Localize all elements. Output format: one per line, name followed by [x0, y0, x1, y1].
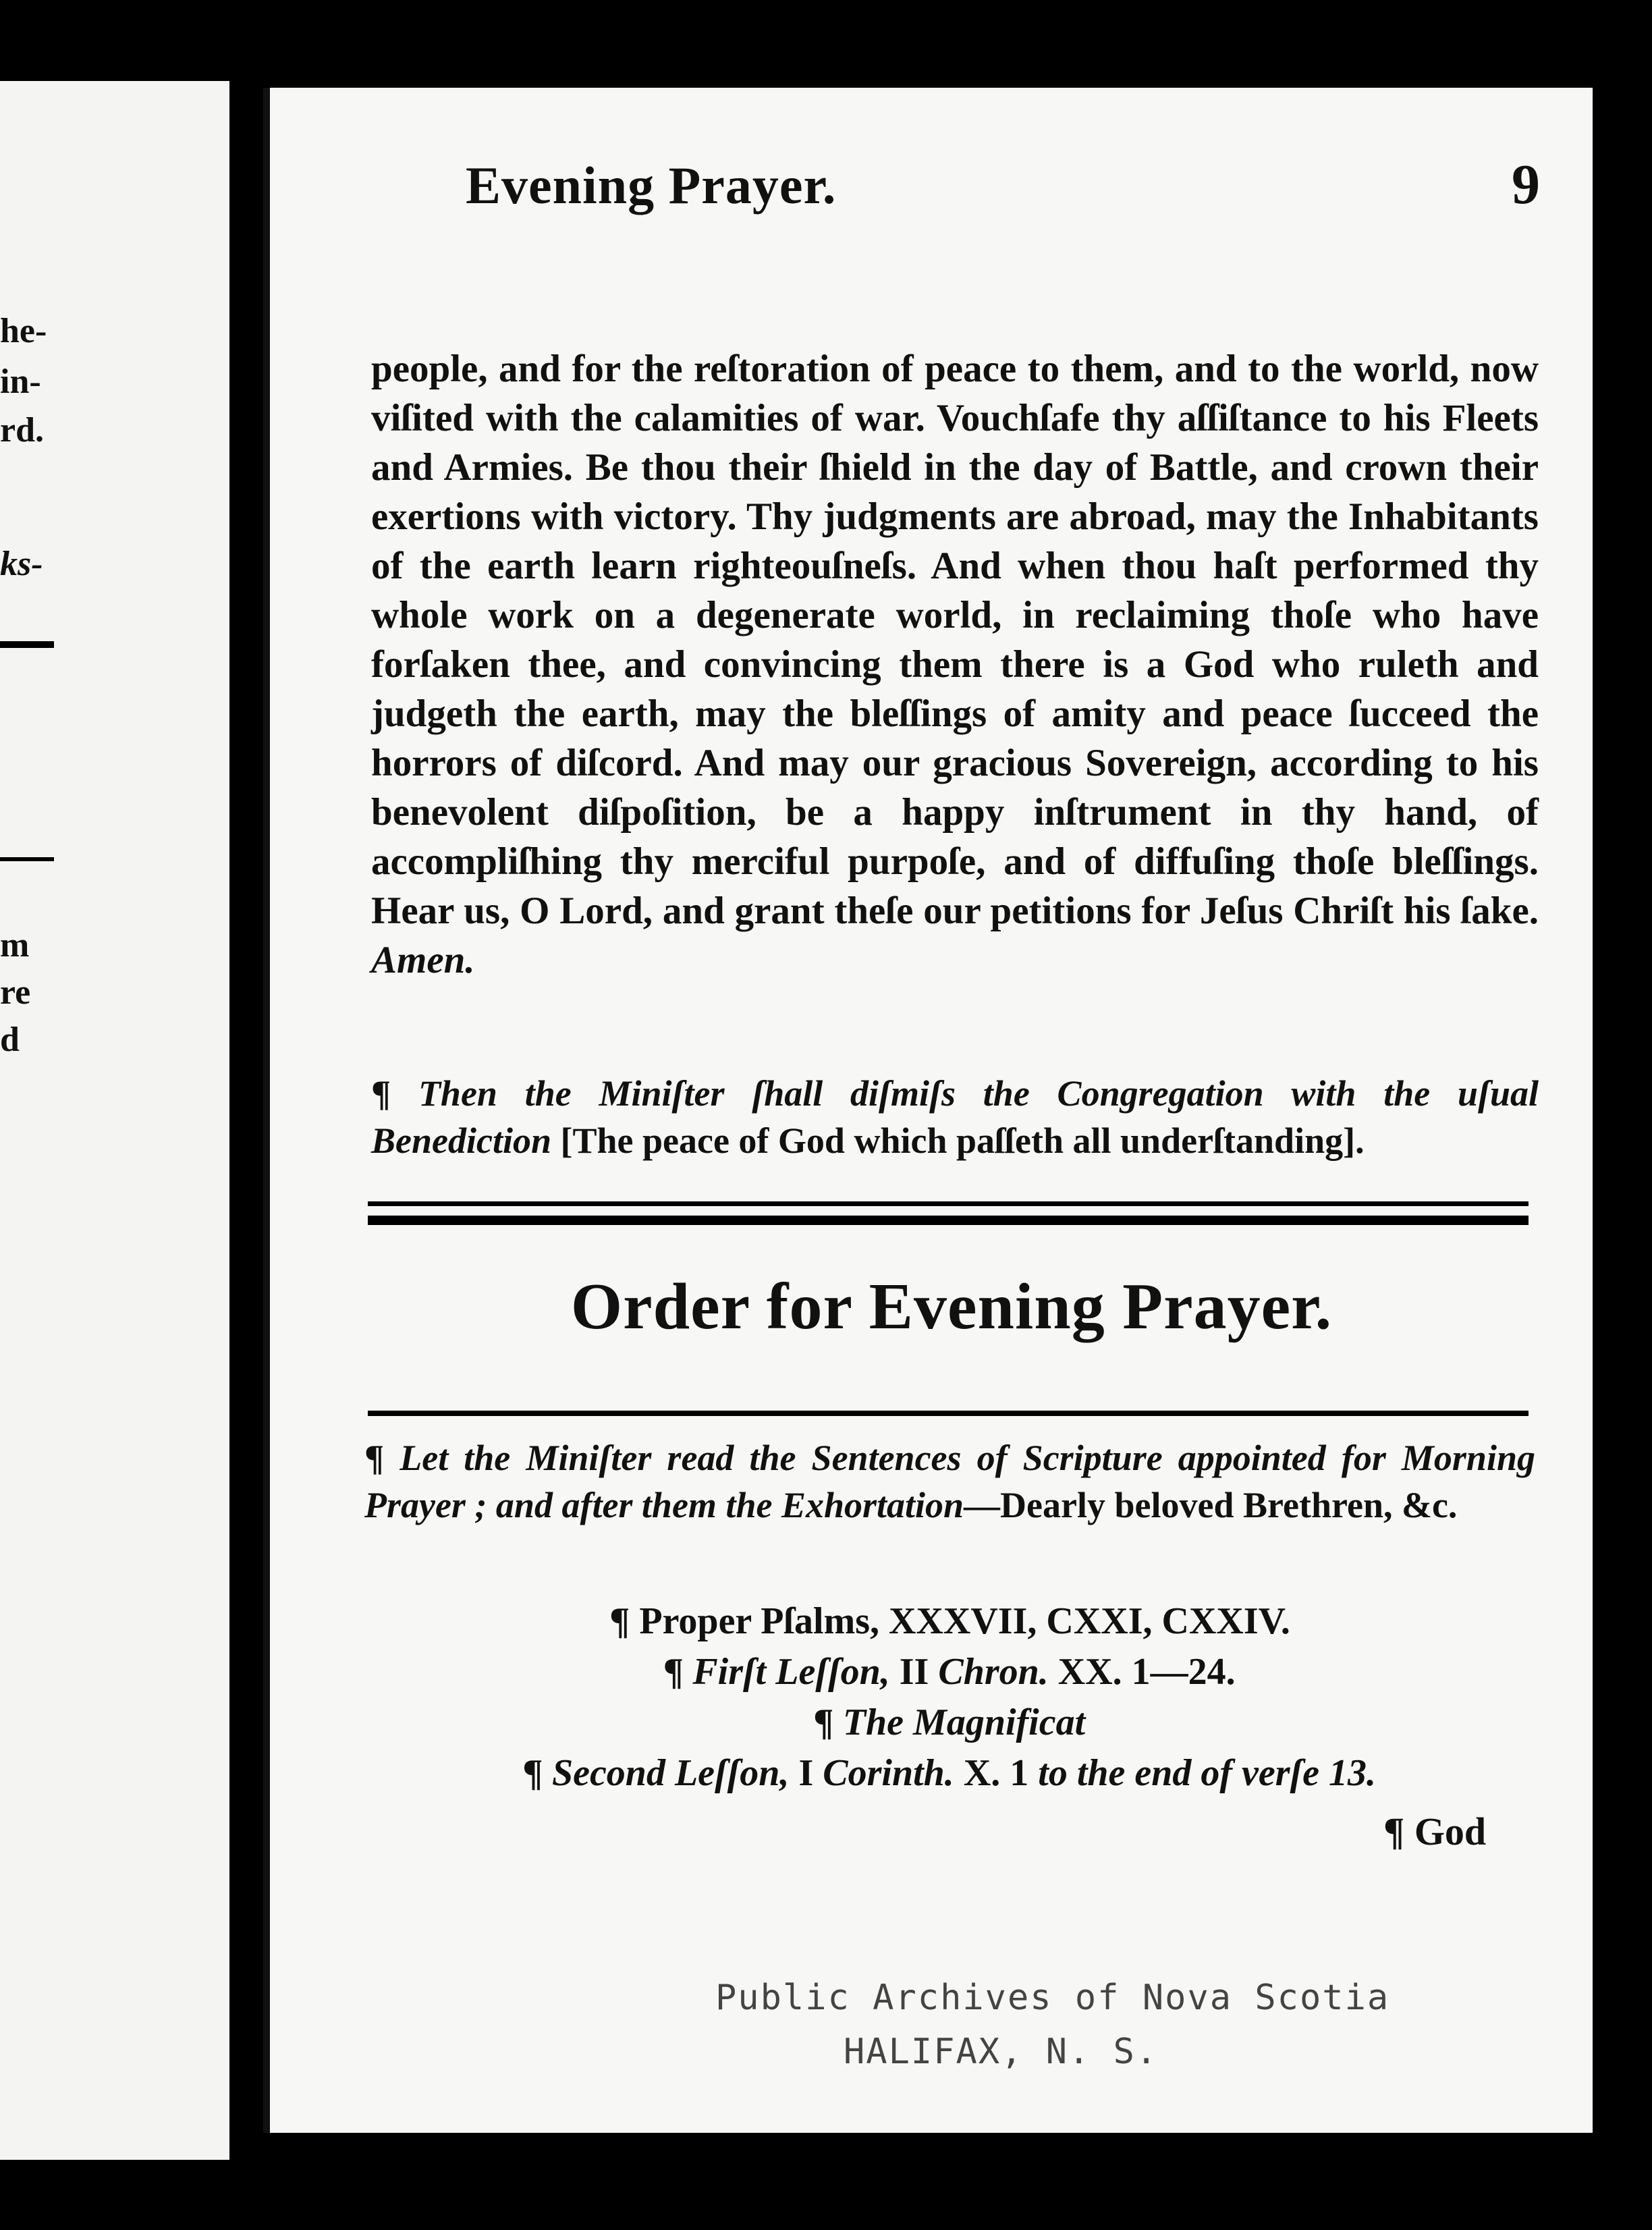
facing-page-fragment: ks-	[0, 545, 43, 583]
archive-stamp	[715, 1971, 1390, 2079]
opening-instruction	[364, 1434, 1535, 1529]
first-lesson-ref: II	[899, 1651, 929, 1693]
facing-page-fragment: he-	[0, 312, 47, 350]
section-title: Order for Evening Prayer.	[570, 1270, 1333, 1343]
second-lesson-line	[364, 1751, 1535, 1795]
second-lesson-verses: X. 1	[963, 1752, 1029, 1794]
facing-page-rule	[0, 857, 54, 861]
facing-page-fragment: d	[0, 1021, 20, 1059]
pilcrow: ¶	[364, 1438, 385, 1478]
pilcrow: ¶	[371, 1073, 391, 1114]
amen: Amen.	[371, 939, 475, 981]
first-lesson-label: ¶ Firſt Leſſon,	[664, 1651, 890, 1693]
dismissal-rubric	[371, 1070, 1539, 1164]
first-lesson-book: Chron.	[938, 1651, 1049, 1693]
instruction-roman: —Dearly beloved Brethren, &c.	[964, 1485, 1458, 1525]
facing-page-fragment: m	[0, 926, 30, 964]
catchword: ¶ God	[1383, 1810, 1487, 1853]
stamp-line: HALIFAX, N. S.	[844, 2032, 1159, 2072]
first-lesson-verses: XX. 1—24.	[1057, 1651, 1236, 1693]
double-rule-divider	[368, 1201, 1529, 1225]
prayer-paragraph	[371, 344, 1539, 985]
facing-page-fragment: in-	[0, 362, 41, 401]
instruction-italic: Let the Miniſter read the Sentences of Scripture appointed for Morning Prayer ; and after them the Exhortation	[364, 1438, 1535, 1525]
rubric-italic: Then the Miniſter ſhall diſmiſs the Congregation with the uſual Benediction	[371, 1073, 1539, 1161]
second-lesson-label: ¶ Second Leſſon,	[523, 1752, 790, 1794]
prayer-body: people, and for the reſtoration of peace to them, and to the world, now viſited with the calamities of war. Vouchſafe thy aſſiſtance to his Fleets and Armies. Be thou their ſhield in the day of Battle, and crown their exertions with victory. Thy judgments are abroad, may the Inhabitants of the earth learn righteouſneſs. And when thou haſt performed thy whole work on a degenerate world, in reclaiming thoſe who have forſaken thee, and convincing them there is a God who ruleth and judgeth the earth, may the bleſſings of amity and peace ſucceed the horrors of diſcord. And may our gracious Sovereign, according to his benevolent diſpoſition, be a happy inſtrument in thy hand, of accompliſhing thy merciful purpoſe, and of diffuſing thoſe bleſſings. Hear us, O Lord, and grant theſe our petitions for Jeſus Chriſt his ſake.	[371, 348, 1539, 932]
facing-page-fragment: rd.	[0, 411, 44, 450]
facing-page-fragment: re	[0, 973, 31, 1012]
second-lesson-ref: I	[798, 1752, 814, 1794]
rubric-benediction: [The peace of God which paſſeth all underſtanding].	[560, 1120, 1365, 1161]
facing-page-rule	[0, 641, 54, 648]
second-lesson-tail: to the end of verſe 13.	[1038, 1752, 1377, 1794]
proper-psalms-line: ¶ Proper Pſalms, XXXVII, CXXI, CXXIV.	[609, 1600, 1290, 1642]
page-number: 9	[1512, 153, 1540, 216]
facing-page-edge	[0, 81, 229, 2160]
magnificat-line: ¶ The Magnificat	[814, 1702, 1086, 1743]
running-title: Evening Prayer.	[466, 156, 837, 215]
rule-divider	[368, 1411, 1529, 1416]
second-lesson-book: Corinth.	[823, 1752, 954, 1794]
stamp-line: Public Archives of Nova Scotia	[715, 1978, 1390, 2018]
first-lesson-line	[364, 1650, 1535, 1693]
